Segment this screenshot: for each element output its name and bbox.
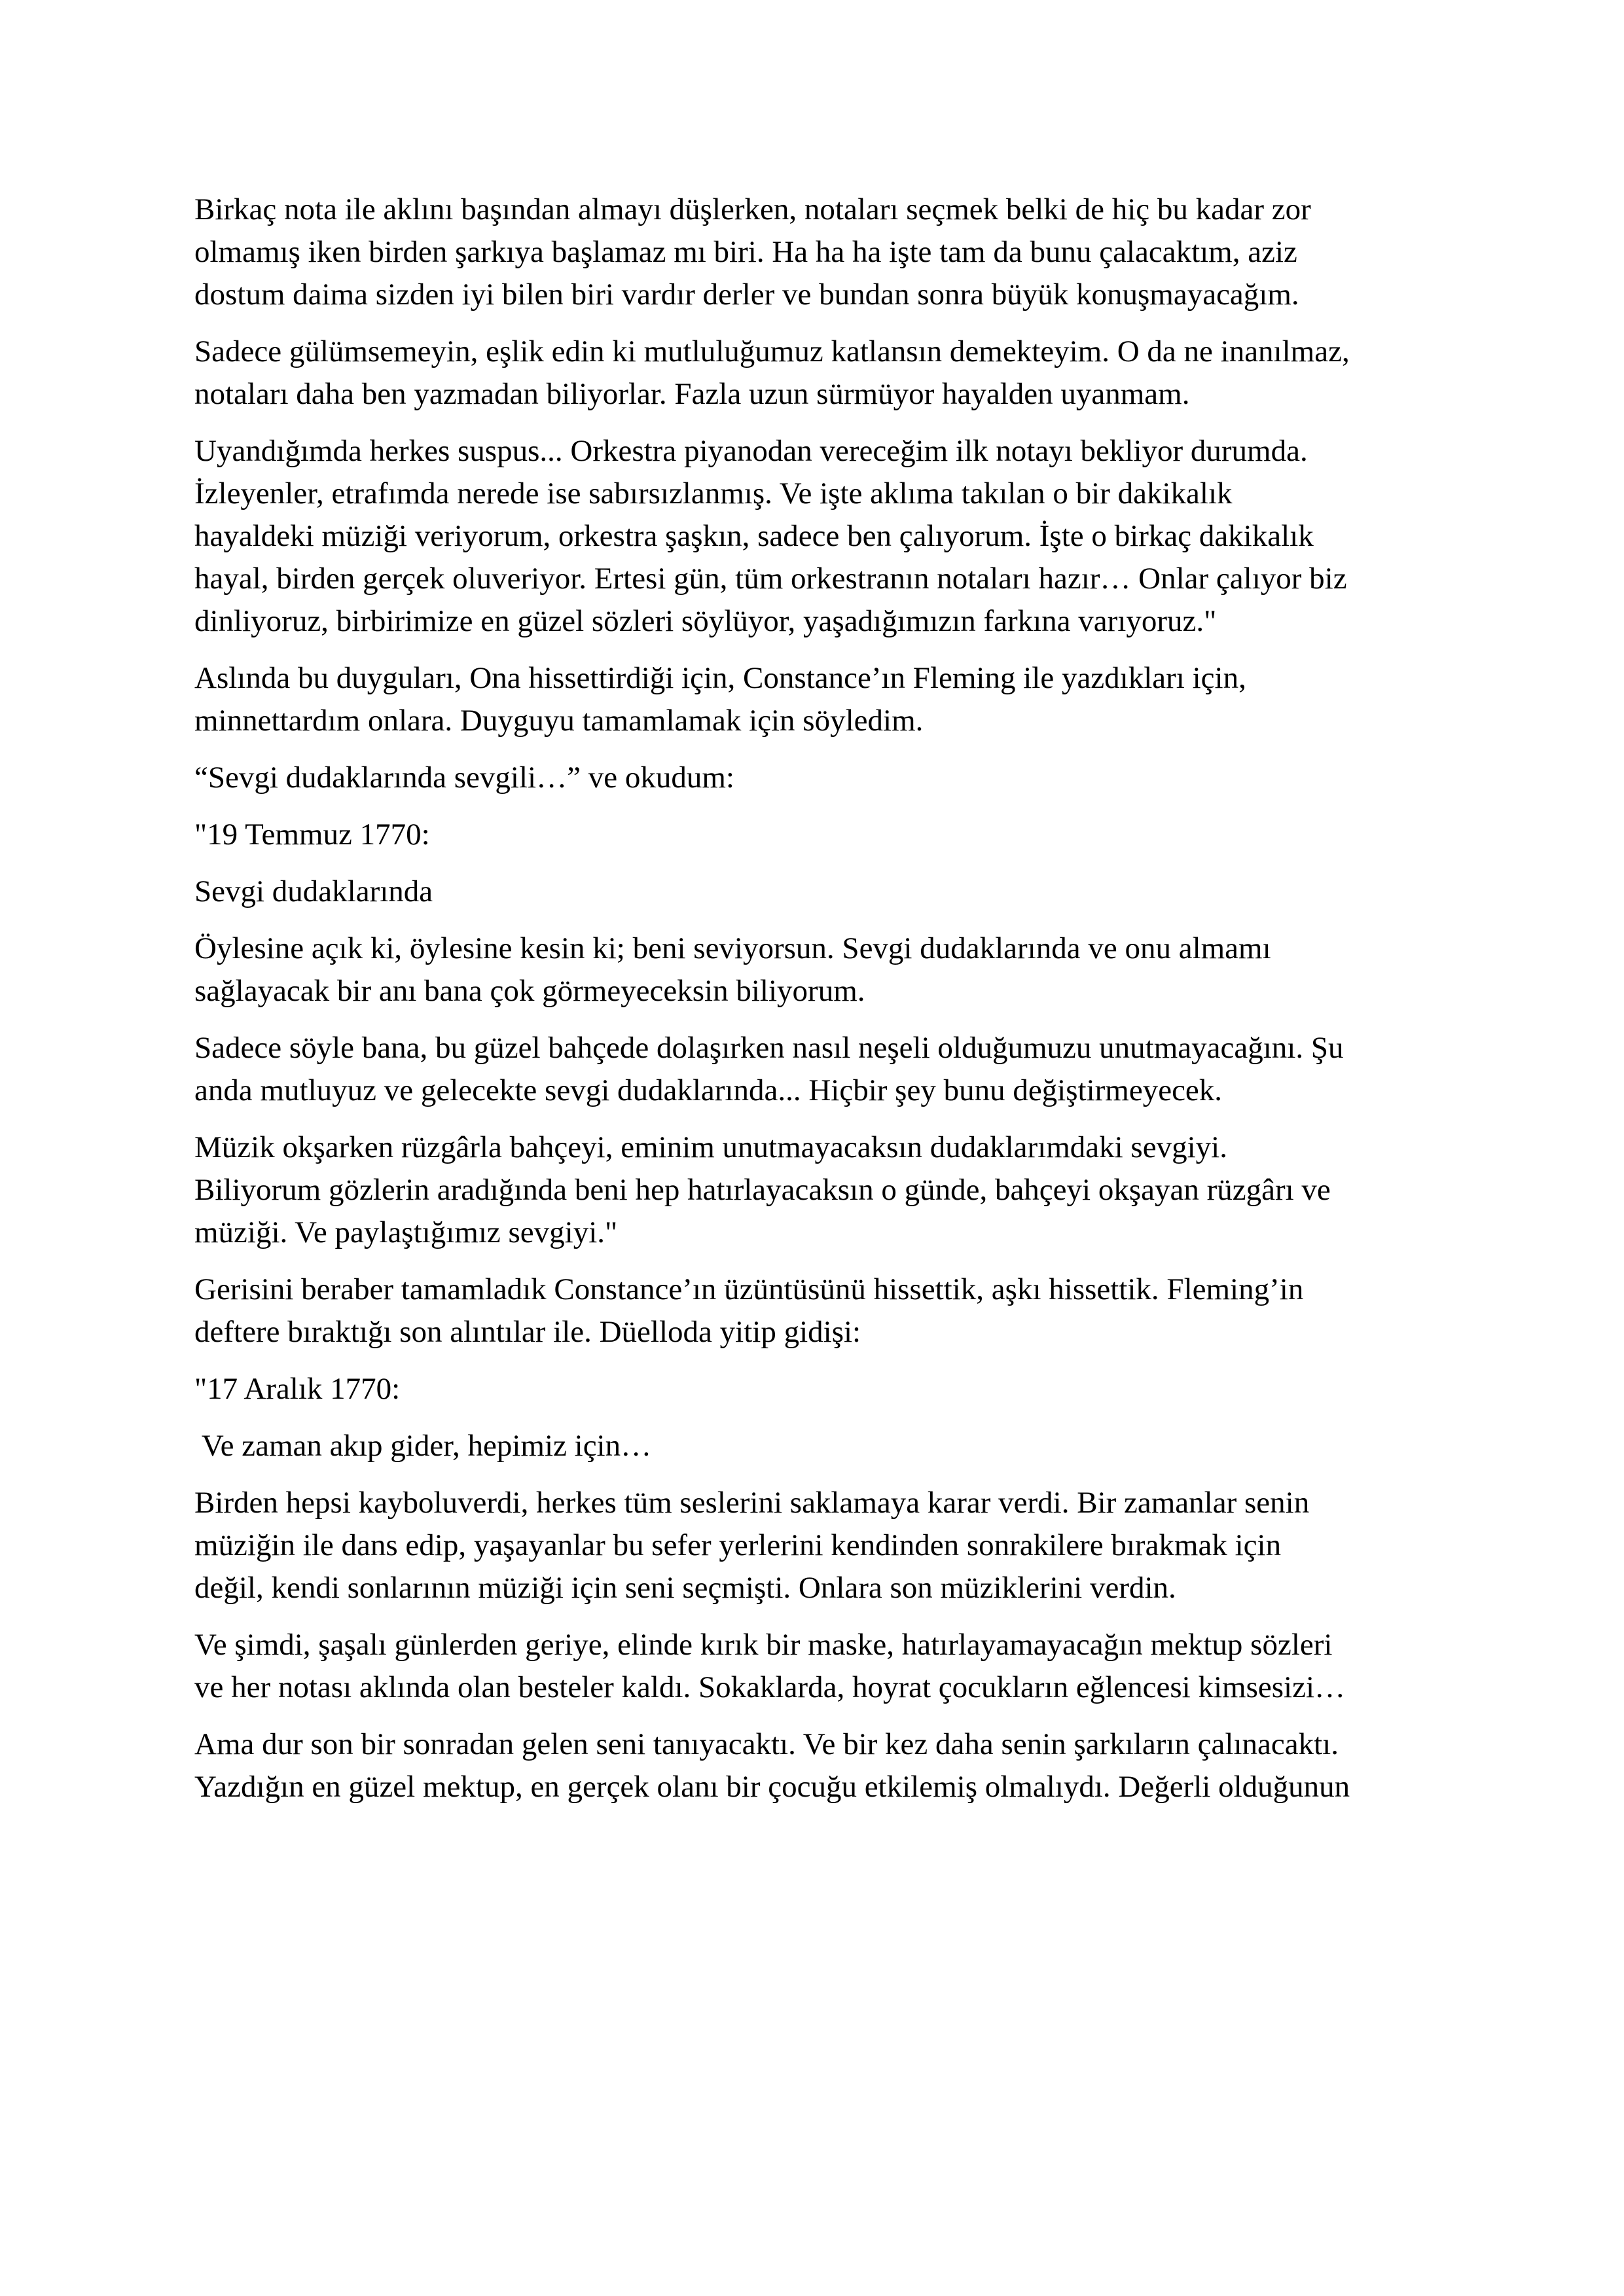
- text-line: olmamış iken birden şarkıya başlamaz mı biri. Ha ha ha işte tam da bunu çalacaktım, aziz: [194, 235, 1297, 269]
- text-line: "17 Aralık 1770:: [194, 1372, 401, 1406]
- text-line: Aslında bu duyguları, Ona hissettirdiği için, Constance’ın Fleming ile yazdıkları için,: [194, 661, 1246, 695]
- letter-date: [194, 1368, 1451, 1410]
- letter-date: [194, 814, 1451, 856]
- text-line: Müzik okşarken rüzgârla bahçeyi, eminim unutmayacaksın dudaklarımdaki sevgiyi.: [194, 1130, 1227, 1164]
- text-line: Ve zaman akıp gider, hepimiz için…: [194, 1429, 652, 1463]
- paragraph: [194, 188, 1451, 316]
- text-line: deftere bıraktığı son alıntılar ile. Düelloda yitip gidişi:: [194, 1315, 861, 1349]
- text-line: Birkaç nota ile aklını başından almayı düşlerken, notaları seçmek belki de hiç bu kadar zor: [194, 192, 1311, 226]
- text-line: Gerisini beraber tamamladık Constance’ın üzüntüsünü hissettik, aşkı hissettik. Fleming’in: [194, 1272, 1304, 1306]
- text-line: sağlayacak bir anı bana çok görmeyeceksin biliyorum.: [194, 974, 865, 1008]
- text-line: Sadece söyle bana, bu güzel bahçede dolaşırken nasıl neşeli olduğumuzu unutmayacağını. Şu: [194, 1031, 1344, 1065]
- paragraph: [194, 1482, 1451, 1609]
- text-line: müziği. Ve paylaştığımız sevgiyi.": [194, 1215, 618, 1249]
- text-line: Sevgi dudaklarında: [194, 874, 433, 908]
- text-line: müziğin ile dans edip, yaşayanlar bu sefer yerlerini kendinden sonrakilere bırakmak için: [194, 1528, 1282, 1562]
- text-line: dostum daima sizden iyi bilen biri vardır derler ve bundan sonra büyük konuşmayacağım.: [194, 278, 1299, 312]
- paragraph: [194, 1723, 1451, 1808]
- paragraph: [194, 927, 1451, 1013]
- text-line: Ama dur son bir sonradan gelen seni tanıyacaktı. Ve bir kez daha senin şarkıların çalınacaktı.: [194, 1727, 1339, 1761]
- paragraph: [194, 1126, 1451, 1254]
- paragraph: [194, 657, 1451, 742]
- text-line: anda mutluyuz ve gelecekte sevgi dudaklarında... Hiçbir şey bunu değiştirmeyecek.: [194, 1073, 1223, 1107]
- text-line: dinliyoruz, birbirimize en güzel sözleri söylüyor, yaşadığımızın farkına varıyoruz.": [194, 604, 1217, 638]
- text-line: değil, kendi sonlarının müziği için seni seçmişti. Onlara son müziklerini verdin.: [194, 1571, 1176, 1605]
- text-line: Öylesine açık ki, öylesine kesin ki; beni seviyorsun. Sevgi dudaklarında ve onu almamı: [194, 931, 1271, 965]
- paragraph: [194, 331, 1451, 416]
- paragraph: [194, 1027, 1451, 1112]
- document-page: [194, 188, 1451, 1823]
- text-line: hayal, birden gerçek oluveriyor. Ertesi gün, tüm orkestranın notaları hazır… Onlar çalıyor biz: [194, 562, 1347, 596]
- text-line: Sadece gülümsemeyin, eşlik edin ki mutluluğumuz katlansın demekteyim. O da ne inanılmaz,: [194, 334, 1350, 368]
- letter-heading: [194, 1425, 1451, 1467]
- text-line: notaları daha ben yazmadan biliyorlar. Fazla uzun sürmüyor hayalden uyanmam.: [194, 377, 1190, 411]
- text-line: Biliyorum gözlerin aradığında beni hep hatırlayacaksın o günde, bahçeyi okşayan rüzgârı ve: [194, 1173, 1331, 1207]
- letter-heading: [194, 870, 1451, 913]
- text-line: Ve şimdi, şaşalı günlerden geriye, elinde kırık bir maske, hatırlayamayacağın mektup sözleri: [194, 1628, 1333, 1662]
- text-line: "19 Temmuz 1770:: [194, 817, 430, 852]
- text-line: hayaldeki müziği veriyorum, orkestra şaşkın, sadece ben çalıyorum. İşte o birkaç dakikalık: [194, 519, 1314, 553]
- text-line: minnettardım onlara. Duyguyu tamamlamak için söyledim.: [194, 704, 924, 738]
- text-line: İzleyenler, etrafımda nerede ise sabırsızlanmış. Ve işte aklıma takılan o bir dakikalık: [194, 476, 1233, 511]
- text-line: “Sevgi dudaklarında sevgili…” ve okudum:: [194, 761, 734, 795]
- text-line: ve her notası aklında olan besteler kaldı. Sokaklarda, hoyrat çocukların eğlencesi kimsesizi…: [194, 1670, 1346, 1704]
- paragraph: [194, 757, 1451, 799]
- text-line: Birden hepsi kayboluverdi, herkes tüm seslerini saklamaya karar verdi. Bir zamanlar senin: [194, 1486, 1310, 1520]
- paragraph: [194, 430, 1451, 643]
- paragraph: [194, 1268, 1451, 1354]
- paragraph: [194, 1624, 1451, 1709]
- text-line: Yazdığın en güzel mektup, en gerçek olanı bir çocuğu etkilemiş olmalıydı. Değerli olduğunun: [194, 1770, 1350, 1804]
- text-line: Uyandığımda herkes suspus... Orkestra piyanodan vereceğim ilk notayı bekliyor durumda.: [194, 434, 1308, 468]
